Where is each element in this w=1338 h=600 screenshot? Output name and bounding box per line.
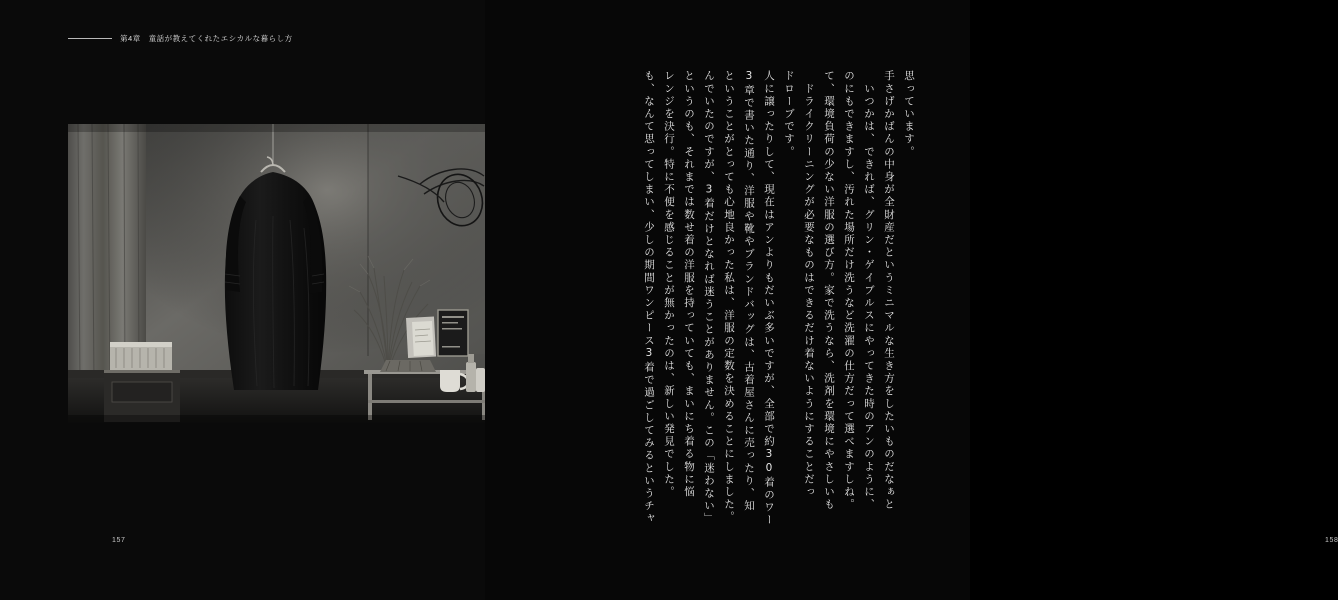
body-line: のにもできますし、汚れた場所だけ洗うなど洗濯の仕方だって選べますしね。 (843, 70, 855, 511)
page-number-left: 157 (112, 537, 126, 544)
black-dress-on-hanger-in-room-photo (68, 124, 486, 423)
body-line: て、環境負荷の少ない洋服の選び方。家で洗うなら、洗剤を環境にやさしいも (823, 70, 835, 511)
body-text-vertical (634, 70, 915, 527)
body-line: いつかは、できれば、グリン・ゲイブルスにやってきた時のアンのように、 (863, 70, 875, 511)
body-line: ドローブです。 (783, 70, 795, 159)
body-line: んでいたのですが、3着だけとなれば迷うことがありません。この「迷わない」 (703, 70, 715, 526)
left-page (0, 0, 485, 600)
body-line: ということがとっても心地良かった私は、洋服の定数を決めることにしました。 (723, 70, 735, 524)
body-line: も、なんて思ってしまい、少しの期間ワンピース3着で過ごしてみるというチャ (643, 70, 655, 526)
running-head-title: 童話が教えてくれたエシカルな暮らし方 (148, 34, 293, 43)
running-head-rule (68, 38, 112, 39)
right-page (485, 0, 1338, 600)
body-line: 人に譲ったりして、現在はアンよりもだいぶ多いですが、全部で約30着のワー (763, 70, 775, 527)
body-line: 思っています。 (903, 70, 915, 159)
running-head (68, 33, 293, 44)
body-line: というのも、それまでは数せ着の洋服を持っていても、まいにち着る物に悩 (683, 70, 695, 499)
page-number-right: 158 (1325, 537, 1338, 544)
body-line: 手さげかばんの中身が全財産だというミニマルな生き方をしたいものだなぁと (883, 70, 895, 511)
body-line: ドライクリーニングが必要なものはできるだけ着ないようにすることだっ (803, 70, 815, 499)
chapter-label: 第4章 (120, 34, 141, 43)
body-line: レンジを決行。特に不便を感じることが無かったのは、新しい発見でした。 (663, 70, 675, 499)
body-line: 3章で書いた通り、洋服や靴やブランドバッグは、古着屋さんに売ったり、知 (743, 70, 755, 513)
